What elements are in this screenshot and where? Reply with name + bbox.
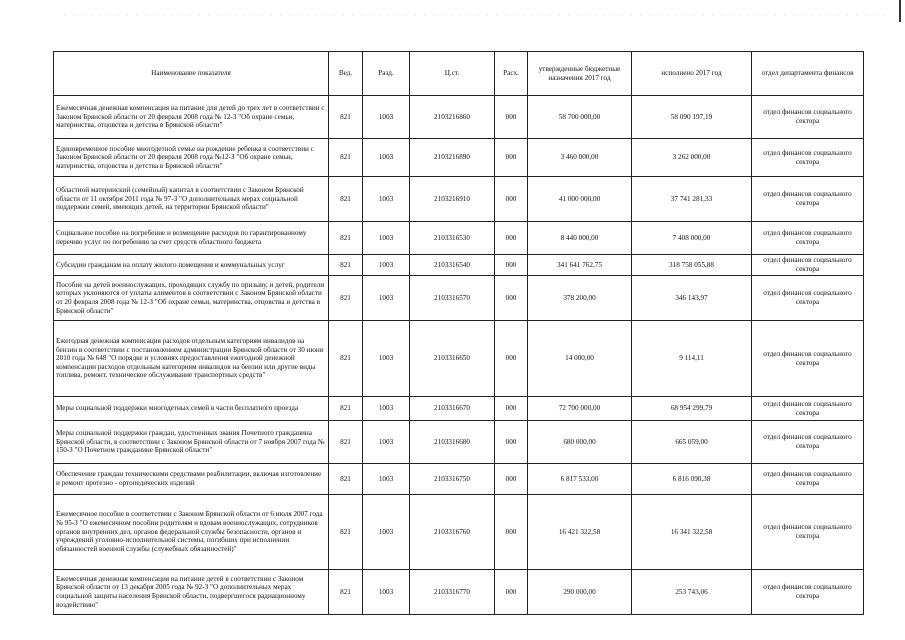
cell-department: отдел финансов социального сектора (752, 397, 864, 421)
header-razd: Разд. (363, 52, 410, 96)
cell-ved: 821 (329, 177, 363, 222)
cell-rash: 000 (495, 96, 528, 139)
cell-department: отдел финансов социального сектора (752, 139, 864, 177)
cell-approved: 378 200,00 (528, 276, 632, 321)
cell-cst: 2103216860 (410, 96, 495, 139)
cell-rash: 000 (495, 495, 528, 570)
table-row (54, 222, 864, 255)
cell-name: Областной материнский (семейный) капитал в соответствии с Законом Брянской области от 11 октября 2011 года № 97-З "О дополнительных мерах социальной поддержки семей, имеющих детей, на территории Брянской области" (54, 177, 329, 222)
cell-cst: 2103216890 (410, 139, 495, 177)
cell-name: Ежегодная денежная компенсация расходов отдельным категориям инвалидов на бензин в соответствии с постановлением администрации Брянской области от 30 июня 2010 года № 648 "О порядке и условиях предоставления ежегодной денежной компенсации расходов отдельным категориям инвалидов на бензин или другие виды топлива, ремонт, техническое обслуживание транспортных средств" (54, 321, 329, 397)
cell-approved: 41 000 000,00 (528, 177, 632, 222)
cell-department: отдел финансов социального сектора (752, 255, 864, 276)
cell-razd: 1003 (363, 464, 410, 495)
cell-executed: 253 743,06 (632, 570, 752, 615)
cell-rash: 000 (495, 139, 528, 177)
cell-approved: 680 000,00 (528, 421, 632, 464)
cell-cst: 2103316540 (410, 255, 495, 276)
table-row (54, 96, 864, 139)
cell-ved: 821 (329, 222, 363, 255)
cell-name: Ежемесячная денежная компенсация на питание для детей до трех лет в соответствии с Законом Брянской области от 20 февраля 2008 года № 12-3 "Об охране семьи, материнства, отцовства и детства в Брянской области" (54, 96, 329, 139)
cell-executed: 16 341 322,58 (632, 495, 752, 570)
cell-approved: 58 700 000,00 (528, 96, 632, 139)
cell-name: Ежемесячная денежная компенсация на питание детей в соответствии с Законом Брянской области от 13 декабря 2005 года № 92-З "О дополнительных мерах социальной защиты населения Брянской области, подвергшегося радиационному воздействию" (54, 570, 329, 615)
cell-ved: 821 (329, 255, 363, 276)
cell-cst: 2103316670 (410, 397, 495, 421)
table-row (54, 321, 864, 397)
header-ved: Вед. (329, 52, 363, 96)
cell-name: Ежемесячное пособие в соответствии с Законом Брянской области от 6 июля 2007 года № 95-З "О ежемесячном пособии родителям и вдовам военнослужащих, сотрудников органов внутренних дел, органов федеральной службы безопасности, органов и учреждений уголовно-исполнительной системы, погибших при исполнении обязанностей военной службы (служебных обязанностей)" (54, 495, 329, 570)
cell-cst: 2103316770 (410, 570, 495, 615)
scan-artifact-dots (60, 13, 890, 17)
table-header-row (54, 52, 864, 96)
cell-ved: 821 (329, 321, 363, 397)
cell-cst: 2103316570 (410, 276, 495, 321)
cell-razd: 1003 (363, 421, 410, 464)
cell-executed: 6 816 090,38 (632, 464, 752, 495)
cell-name: Социальное пособие на погребение и возмещение расходов по гарантированному перечню услуг по погребению за счет средств областного бюджета (54, 222, 329, 255)
cell-name: Единовременное пособие многодетной семье на рождение ребенка в соответствии с Законом Брянской области от 20 февраля 2008 года №12-З "Об охране семьи, материнства, отцовства и детства в Брянской области" (54, 139, 329, 177)
cell-razd: 1003 (363, 397, 410, 421)
cell-rash: 000 (495, 397, 528, 421)
cell-ved: 821 (329, 421, 363, 464)
cell-cst: 2103316750 (410, 464, 495, 495)
cell-executed: 58 090 197,19 (632, 96, 752, 139)
cell-cst: 2103316650 (410, 321, 495, 397)
cell-cst: 2103316530 (410, 222, 495, 255)
cell-razd: 1003 (363, 139, 410, 177)
cell-rash: 000 (495, 464, 528, 495)
table-row (54, 276, 864, 321)
cell-ved: 821 (329, 276, 363, 321)
cell-rash: 000 (495, 177, 528, 222)
cell-cst: 2103216910 (410, 177, 495, 222)
header-approved: утвержденные бюджетные назначения 2017 год (528, 52, 632, 96)
cell-ved: 821 (329, 464, 363, 495)
cell-executed: 665 059,00 (632, 421, 752, 464)
cell-approved: 3 460 000,00 (528, 139, 632, 177)
cell-name: Меры социальной поддержки многодетных семей в части бесплатного проезда (54, 397, 329, 421)
table-row (54, 397, 864, 421)
table-row (54, 421, 864, 464)
cell-rash: 000 (495, 255, 528, 276)
cell-rash: 000 (495, 570, 528, 615)
cell-department: отдел финансов социального сектора (752, 222, 864, 255)
table-row (54, 570, 864, 615)
cell-approved: 341 641 762,75 (528, 255, 632, 276)
cell-razd: 1003 (363, 255, 410, 276)
cell-ved: 821 (329, 139, 363, 177)
cell-department: отдел финансов социального сектора (752, 495, 864, 570)
cell-executed: 346 143,97 (632, 276, 752, 321)
table-row (54, 464, 864, 495)
cell-name: Пособие на детей военнослужащих, проходящих службу по призыву, и детей, родители которых уклоняются от уплаты алиментов в соответствии с Законом Брянской области от 20 февраля 2008 года № 12-З "Об охране семьи, материнства, отцовства и детства в Брянской области" (54, 276, 329, 321)
header-executed: исполнено 2017 год (632, 52, 752, 96)
cell-rash: 000 (495, 421, 528, 464)
cell-department: отдел финансов социального сектора (752, 96, 864, 139)
cell-approved: 16 421 322,58 (528, 495, 632, 570)
cell-approved: 14 000,00 (528, 321, 632, 397)
cell-rash: 000 (495, 276, 528, 321)
cell-razd: 1003 (363, 222, 410, 255)
header-department: отдел департамента финансов (752, 52, 864, 96)
cell-razd: 1003 (363, 276, 410, 321)
cell-department: отдел финансов социального сектора (752, 464, 864, 495)
cell-department: отдел финансов социального сектора (752, 421, 864, 464)
cell-approved: 290 000,00 (528, 570, 632, 615)
cell-name: Меры социальной поддержки граждан, удостоенных звания Почетного гражданина Брянской области, в соответствии с Законом Брянской области от 7 ноября 2007 года № 150-З "О Почетном гражданине Брянской области" (54, 421, 329, 464)
scan-artifact-mark (899, 0, 901, 22)
cell-executed: 318 758 055,88 (632, 255, 752, 276)
table-row (54, 255, 864, 276)
cell-razd: 1003 (363, 321, 410, 397)
cell-cst: 2103316760 (410, 495, 495, 570)
cell-approved: 72 700 000,00 (528, 397, 632, 421)
cell-rash: 000 (495, 222, 528, 255)
budget-execution-table (53, 51, 864, 615)
cell-executed: 7 408 000,00 (632, 222, 752, 255)
cell-razd: 1003 (363, 570, 410, 615)
header-name: Наименование показателя (54, 52, 329, 96)
header-rash: Расх. (495, 52, 528, 96)
cell-razd: 1003 (363, 495, 410, 570)
cell-executed: 3 262 000,00 (632, 139, 752, 177)
cell-department: отдел финансов социального сектора (752, 177, 864, 222)
table-row (54, 495, 864, 570)
cell-ved: 821 (329, 96, 363, 139)
cell-approved: 8 440 000,00 (528, 222, 632, 255)
table-row (54, 177, 864, 222)
cell-ved: 821 (329, 397, 363, 421)
cell-executed: 37 741 281,33 (632, 177, 752, 222)
cell-ved: 821 (329, 570, 363, 615)
cell-executed: 9 114,11 (632, 321, 752, 397)
cell-ved: 821 (329, 495, 363, 570)
cell-department: отдел финансов социального сектора (752, 321, 864, 397)
cell-name: Субсидии гражданам на оплату жилого помещения и коммунальных услуг (54, 255, 329, 276)
cell-name: Обеспечение граждан техническими средствами реабилитации, включая изготовление и ремонт протезно - ортопедических изделий (54, 464, 329, 495)
cell-razd: 1003 (363, 96, 410, 139)
header-cst: Ц.ст. (410, 52, 495, 96)
cell-razd: 1003 (363, 177, 410, 222)
cell-cst: 2103316680 (410, 421, 495, 464)
cell-rash: 000 (495, 321, 528, 397)
cell-approved: 6 817 533,00 (528, 464, 632, 495)
cell-department: отдел финансов социального сектора (752, 570, 864, 615)
cell-executed: 68 954 299,79 (632, 397, 752, 421)
cell-department: отдел финансов социального сектора (752, 276, 864, 321)
table-row (54, 139, 864, 177)
